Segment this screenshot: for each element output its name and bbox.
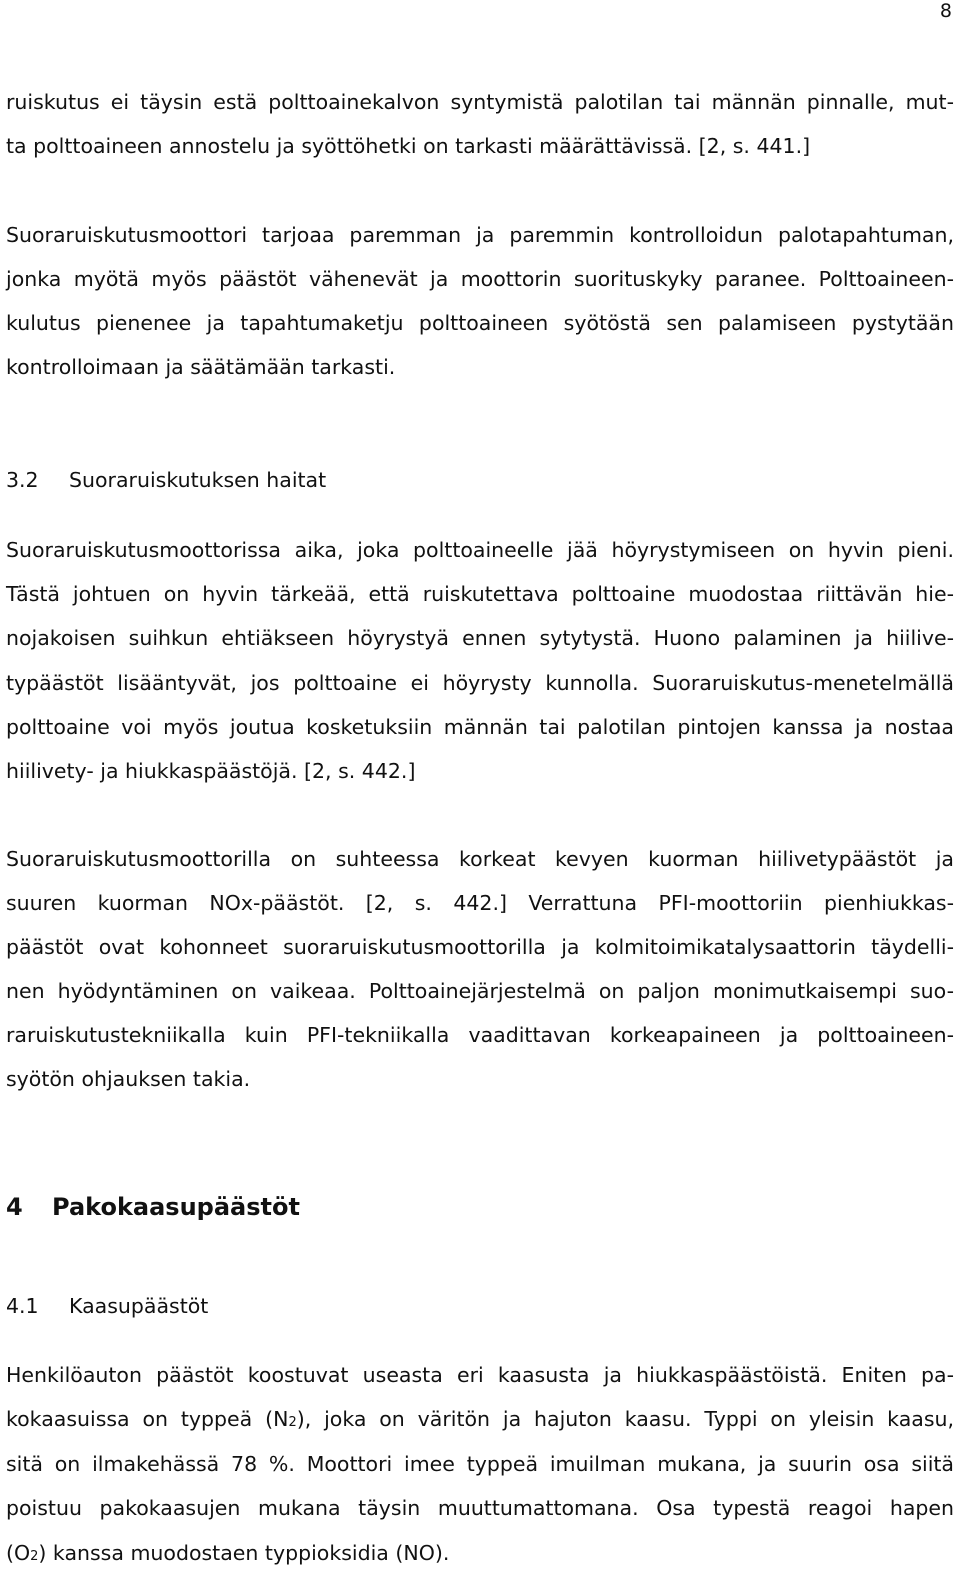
text-run: ) kanssa muodostaen typpioksidia (NO). [38, 1541, 450, 1565]
paragraph-line: Suoraruiskutusmoottorilla on suhteessa korkeat kevyen kuorman hiilivetypäästöt ja [6, 847, 954, 871]
subscript: 2 [288, 1415, 297, 1430]
paragraph-line: poistuu pakokaasujen mukana täysin muuttumattomana. Osa typestä reagoi hapen [6, 1496, 954, 1520]
section-title: Kaasupäästöt [69, 1294, 209, 1318]
paragraph-line: hiilivety- ja hiukkaspäästöjä. [2, s. 442.] [6, 759, 416, 783]
paragraph-line: sitä on ilmakehässä 78 %. Moottori imee typpeä imuilman mukana, ja suurin osa siitä [6, 1452, 954, 1476]
page-number: 8 [939, 0, 952, 22]
paragraph-line: Suoraruiskutusmoottori tarjoaa paremman ja paremmin kontrolloidun palotapahtuman, [6, 223, 954, 247]
paragraph-line: polttoaine voi myös joutua kosketuksiin männän tai palotilan pintojen kanssa ja nostaa [6, 715, 954, 739]
text-run: (O [6, 1541, 31, 1565]
paragraph-line: ruiskutus ei täysin estä polttoainekalvon syntymistä palotilan tai männän pinnalle, mut- [6, 90, 954, 114]
paragraph-line [6, 1406, 954, 1436]
paragraph-line: päästöt ovat kohonneet suoraruiskutusmoottorilla ja kolmitoimikatalysaattorin täydelli- [6, 935, 954, 959]
text-run: kokaasuissa on typpeä (N [6, 1407, 289, 1431]
paragraph-line: Tästä johtuen on hyvin tärkeää, että ruiskutettava polttoaine muodostaa riittävän hie- [6, 582, 954, 606]
chapter-number: 4 [6, 1193, 23, 1221]
paragraph-line: raruiskutustekniikalla kuin PFI-tekniikalla vaadittavan korkeapaineen ja polttoaineen- [6, 1023, 954, 1047]
section-heading [6, 467, 326, 493]
paragraph-line: kontrolloimaan ja säätämään tarkasti. [6, 355, 396, 379]
subscript: 2 [30, 1549, 39, 1564]
paragraph-line: ta polttoaineen annostelu ja syöttöhetki on tarkasti määrättävissä. [2, s. 441.] [6, 134, 811, 158]
chapter-title: Pakokaasupäästöt [52, 1193, 300, 1221]
paragraph-line: suuren kuorman NOx-päästöt. [2, s. 442.] Verrattuna PFI-moottoriin pienhiukkas- [6, 891, 954, 915]
paragraph-line: typäästöt lisääntyvät, jos polttoaine ei höyrysty kunnolla. Suoraruiskutus-menetelmällä [6, 671, 954, 695]
paragraph-line: Henkilöauton päästöt koostuvat useasta eri kaasusta ja hiukkaspäästöistä. Eniten pa- [6, 1363, 954, 1387]
paragraph-line: nen hyödyntäminen on vaikeaa. Polttoainejärjestelmä on paljon monimutkaisempi suo- [6, 979, 954, 1003]
section-heading [6, 1293, 208, 1319]
paragraph-line: syötön ohjauksen takia. [6, 1067, 251, 1091]
paragraph-line: kulutus pienenee ja tapahtumaketju polttoaineen syötöstä sen palamiseen pystytään [6, 311, 954, 335]
section-number: 4.1 [6, 1294, 39, 1318]
paragraph-line: Suoraruiskutusmoottorissa aika, joka polttoaineelle jää höyrystymiseen on hyvin pieni. [6, 538, 954, 562]
section-number: 3.2 [6, 468, 39, 492]
paragraph-line: jonka myötä myös päästöt vähenevät ja moottorin suorituskyky paranee. Polttoaineen- [6, 267, 954, 291]
paragraph-line: nojakoisen suihkun ehtiäkseen höyrystyä ennen sytytystä. Huono palaminen ja hiilive- [6, 626, 954, 650]
chapter-heading [6, 1192, 300, 1222]
text-run: ), joka on väritön ja hajuton kaasu. Typpi on yleisin kaasu, [296, 1407, 955, 1431]
section-title: Suoraruiskutuksen haitat [69, 468, 327, 492]
paragraph-line [6, 1540, 954, 1570]
